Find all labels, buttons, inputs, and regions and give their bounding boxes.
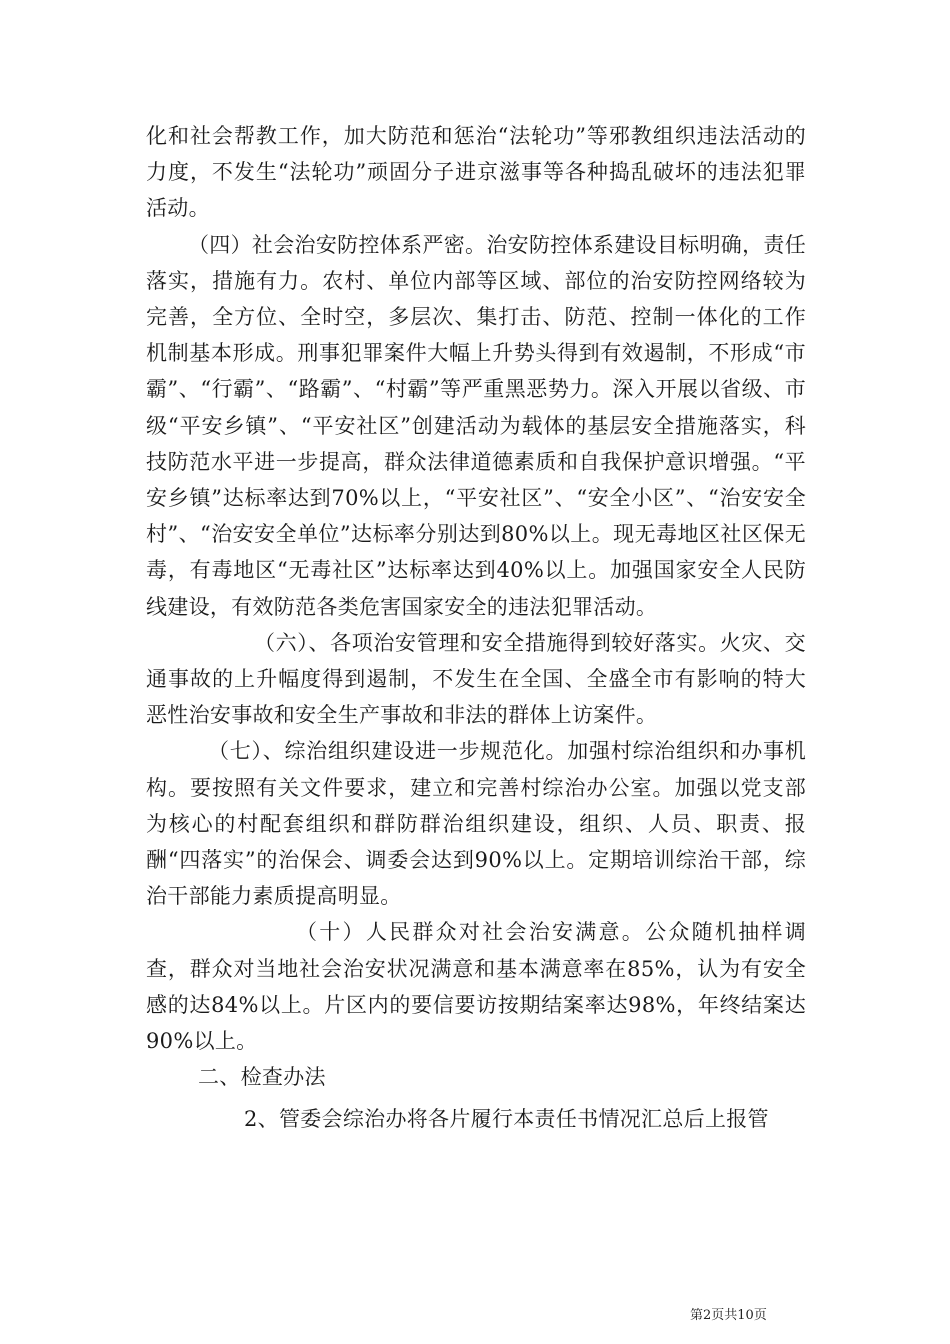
paragraph-section-4: （四）社会治安防控体系严密。治安防控体系建设目标明确，责任落实，措施有力。农村、单位内部等区域、部位的治安防控网络较为完善，全方位、全时空，多层次、集打击、防范、控制一体化的工作机制基本形成。刑事犯罪案件大幅上升势头得到有效遏制，不形成“市霸”、“行霸”、“路霸”、“村霸”等严重黑恶势力。深入开展以省级、市级“平安乡镇”、“平安社区”创建活动为载体的基层安全措施落实，科技防范水平进一步提高，群众法律道德素质和自我保护意识增强。“平安乡镇”达标率达到70%以上，“平安社区”、“安全小区”、“治安安全村”、“治安安全单位”达标率分别达到80%以上。现无毒地区社区保无毒，有毒地区“无毒社区”达标率达到40%以上。加强国家安全人民防线建设，有效防范各类危害国家安全的违法犯罪活动。	[146, 232, 806, 619]
document-body	[146, 118, 806, 1138]
paragraph-inspection-item-2: 2、管委会综治办将各片履行本责任书情况汇总后上报管	[244, 1107, 769, 1132]
paragraph-continuation: 化和社会帮教工作，加大防范和惩治“法轮功”等邪教组织违法活动的力度，不发生“法轮功”顽固分子进京滋事等各种捣乱破坏的违法犯罪活动。	[146, 124, 806, 221]
paragraph-section-6: （六）、各项治安管理和安全措施得到较好落实。火灾、交通事故的上升幅度得到遏制，不发生在全国、全盛全市有影响的特大恶性治安事故和安全生产事故和非法的群体上访案件。	[146, 630, 806, 728]
paragraph-section-7: （七）、综治组织建设进一步规范化。加强村综治组织和办事机构。要按照有关文件要求，建立和完善村综治办公室。加强以党支部为核心的村配套组织和群防群治组织建设，组织、人员、职责、报酬“四落实”的治保会、调委会达到90%以上。定期培训综治干部，综治干部能力素质提高明显。	[146, 739, 806, 909]
section-heading-inspection: 二、检查办法	[198, 1065, 326, 1090]
paragraph-section-10: （十）人民群众对社会治安满意。公众随机抽样调查，群众对当地社会治安状况满意和基本满意率在85%，认为有安全感的达84%以上。片区内的要信要访按期结案率达98%，年终结案达90%以上。	[146, 920, 806, 1054]
page-number-footer: 第2页共10页	[690, 1308, 767, 1323]
